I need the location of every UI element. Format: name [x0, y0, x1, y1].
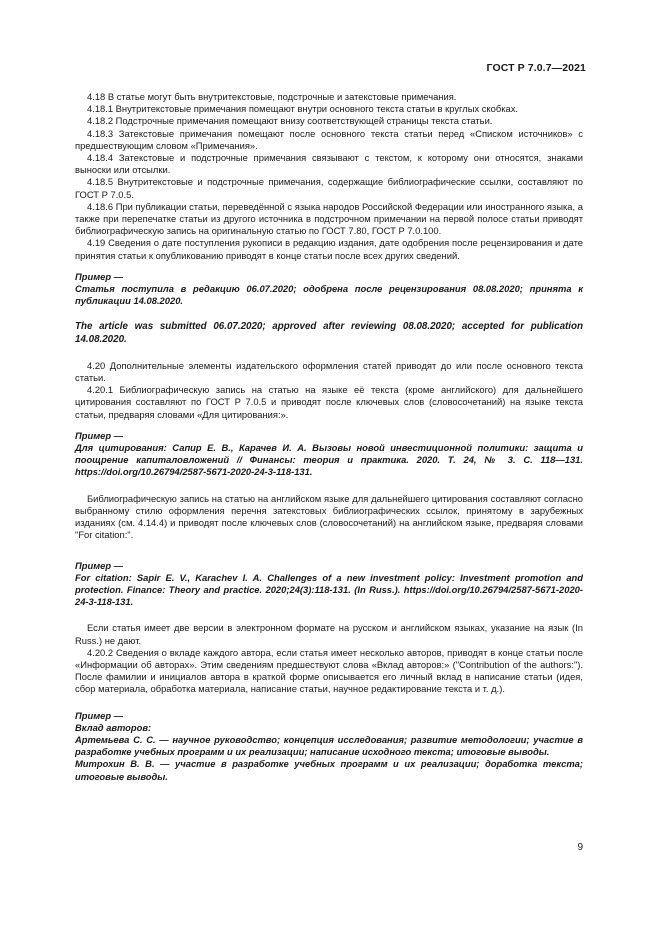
paragraph-two-versions: Если статья имеет две версии в электронном формате на русском и английском языках, указание на язык (In Russ.) не дают. [75, 622, 583, 646]
paragraph-4-20-2: 4.20.2 Сведения о вкладе каждого автора, если статья имеет несколько авторов, приводят в конце статьи после «Информации об авторах». Этим сведениям предшествуют слова «Вклад авторов:» ("Contribution of the authors:"). После фамилии и инициалов автора в краткой форме описывается его личный вклад в написание статьи (идея, сбор материала, обработка материала, написание статьи, научное редактирование текста и т. д.). [75, 646, 583, 695]
example-dates-en: The article was submitted 06.07.2020; approved after reviewing 08.08.2020; accepted for publication 14.08.2020. [75, 321, 583, 345]
paragraph-4-18-1: 4.18.1 Внутритекстовые примечания помещают внутри основного текста статьи в круглых скобках. [87, 103, 519, 115]
example-label: Пример — [75, 270, 124, 282]
paragraph-4-19: 4.19 Сведения о дате поступления рукописи в редакцию издания, дате одобрения после рецензирования и дате принятия статьи к опубликованию приводят в конце статьи после всех других сведений. [75, 237, 583, 261]
example-contribution-head: Вклад авторов: [75, 721, 152, 733]
paragraph-4-18: 4.18 В статье могут быть внутритекстовые, подстрочные и затекстовые примечания. [87, 91, 457, 102]
document-header: ГОСТ Р 7.0.7—2021 [486, 62, 586, 74]
paragraph-4-18-4: 4.18.4 Затекстовые и подстрочные примечания связывают с текстом, к которому они относятся, знаками выноски или отсылки. [75, 152, 583, 176]
paragraph-4-18-5: 4.18.5 Внутритекстовые и подстрочные примечания, содержащие библиографические ссылки, составляют по ГОСТ Р 7.0.5. [75, 176, 583, 200]
example-label: Пример — [75, 559, 124, 571]
example-citation-ru: Для цитирования: Сапир Е. В., Карачев И. А. Вызовы новой инвестиционной политики: защита и поощрение капиталовложений // Финансы: теория и практика. 2020. Т. 24, № 3. С. 118—131. https://doi.org/10.26794/2587-5671-2020-24-3-118-131. [75, 442, 583, 478]
paragraph-4-20: 4.20 Дополнительные элементы издательского оформления статей приводят до или после основного текста статьи. [75, 359, 583, 384]
paragraph-4-18-3: 4.18.3 Затекстовые примечания помещают после основного текста статьи перед «Списком источников» с предшествующим словом «Примечания». [75, 127, 583, 151]
example-dates-ru: Статья поступила в редакцию 06.07.2020; одобрена после рецензирования 08.08.2020; принята к публикации 14.08.2020. [75, 283, 583, 307]
document-body [75, 91, 583, 783]
example-contribution-author-1: Артемьева С. С. — научное руководство; концепция исследования; развитие методологии; участие в разработке учебных программ и их реализации; написание исходного текста; итоговые выводы. [75, 733, 583, 758]
example-citation-en: For citation: Sapir E. V., Karachev I. A. Challenges of a new investment policy: Investment promotion and protection. Finance: Theory and practice. 2020;24(3):118-131. (In Russ.). https://doi.org/10.26794/2587-5671-2020-24-3-118-131. [75, 571, 583, 608]
paragraph-4-18-2: 4.18.2 Подстрочные примечания помещают внизу соответствующей страницы текста статьи. [87, 115, 493, 127]
page-number: 9 [577, 842, 583, 853]
paragraph-4-18-6: 4.18.6 При публикации статьи, переведённой с языка народов Российской Федерации или иностранного языка, а также при перепечатке статьи из другого источника в подстрочном примечании на первой полосе статьи приводят библиографическую запись на оригинальную статью по ГОСТ 7.80, ГОСТ Р 7.0.100. [75, 200, 583, 237]
example-contribution-author-2: Митрохин В. В. — участие в разработке учебных программ и их реализации; доработка текста; итоговые выводы. [75, 758, 583, 782]
example-label: Пример — [75, 429, 124, 441]
paragraph-biblio-en: Библиографическую запись на статью на английском языке для дальнейшего цитирования составляют согласно выбранному стилю оформления перечня затекстовых библиографических ссылок, принятому в зарубежных изданиях (см. 4.14.4) и приводят после ключевых слов (словосочетаний) на английском языке, предваряя словами "For citation:". [75, 492, 583, 541]
paragraph-4-20-1: 4.20.1 Библиографическую запись на статью на языке её текста (кроме английского) для дальнейшего цитирования составляют по ГОСТ Р 7.0.5 и приводят после ключевых слов (словосочетаний) на языке текста статьи, предваряя словами «Для цитирования:». [75, 384, 583, 420]
example-label: Пример — [75, 709, 124, 721]
